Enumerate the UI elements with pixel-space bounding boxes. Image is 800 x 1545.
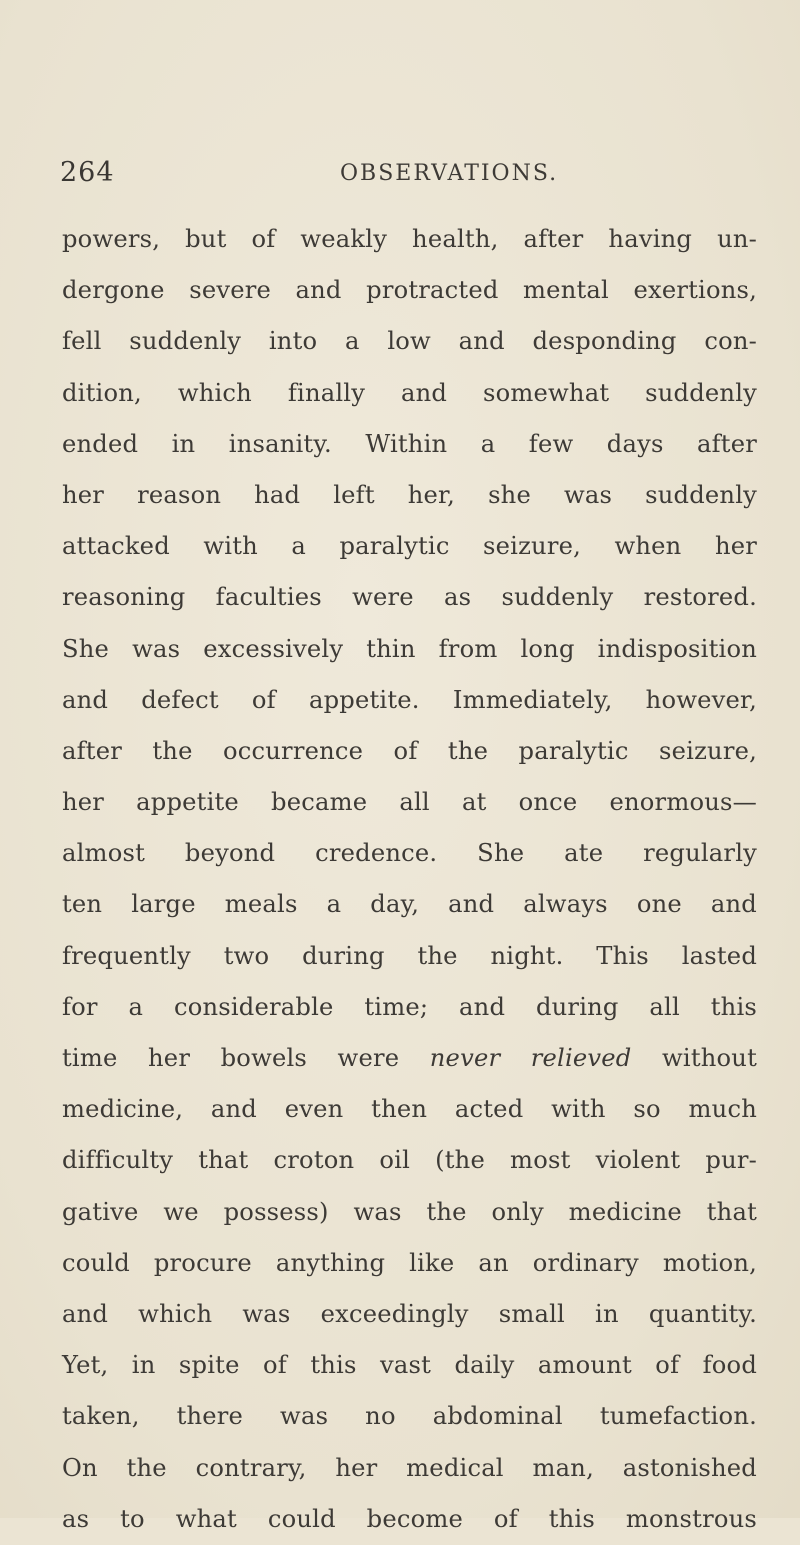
text-segment: without	[631, 1044, 757, 1072]
text-line: She was excessively thin from long indisposition	[62, 634, 757, 663]
text-line-with-italic	[62, 1033, 757, 1084]
text-line: dition, which finally and somewhat suddenly	[62, 378, 757, 407]
text-line: gative we possess) was the only medicine that	[62, 1197, 757, 1226]
text-segment: time her bowels were	[62, 1044, 430, 1072]
text-line: On the contrary, her medical man, astonished	[62, 1453, 757, 1482]
text-line: ended in insanity. Within a few days after	[62, 429, 757, 458]
text-line: Yet, in spite of this vast daily amount of food	[62, 1351, 757, 1380]
text-line: frequently two during the night. This lasted	[62, 941, 757, 970]
text-line: taken, there was no abdominal tumefaction.	[62, 1402, 757, 1431]
page-header	[60, 157, 760, 197]
text-line: dergone severe and protracted mental exertions,	[62, 276, 757, 305]
page-number: 264	[60, 157, 115, 188]
text-line: and defect of appetite. Immediately, however,	[62, 685, 757, 714]
text-line: her reason had left her, she was suddenly	[62, 480, 757, 509]
text-line: and which was exceedingly small in quantity.	[62, 1299, 757, 1328]
body-text	[62, 214, 757, 1545]
text-line: after the occurrence of the paralytic seizure,	[62, 736, 757, 765]
text-line: for a considerable time; and during all this	[62, 992, 757, 1021]
text-line: ten large meals a day, and always one and	[62, 890, 757, 919]
running-head: OBSERVATIONS.	[340, 161, 559, 186]
italic-emphasis: never relieved	[429, 1044, 632, 1072]
text-line: could procure anything like an ordinary motion,	[62, 1248, 757, 1277]
text-line: attacked with a paralytic seizure, when her	[62, 532, 757, 561]
text-line: medicine, and even then acted with so much	[62, 1095, 757, 1124]
text-line: her appetite became all at once enormous—	[62, 788, 757, 817]
text-line: reasoning faculties were as suddenly restored.	[62, 583, 757, 612]
text-line: as to what could become of this monstrous	[62, 1504, 757, 1533]
text-line: difficulty that croton oil (the most violent pur-	[62, 1146, 757, 1175]
text-line: almost beyond credence. She ate regularly	[62, 839, 757, 868]
text-line: powers, but of weakly health, after having un-	[62, 225, 757, 253]
text-line: fell suddenly into a low and desponding con-	[62, 327, 757, 356]
